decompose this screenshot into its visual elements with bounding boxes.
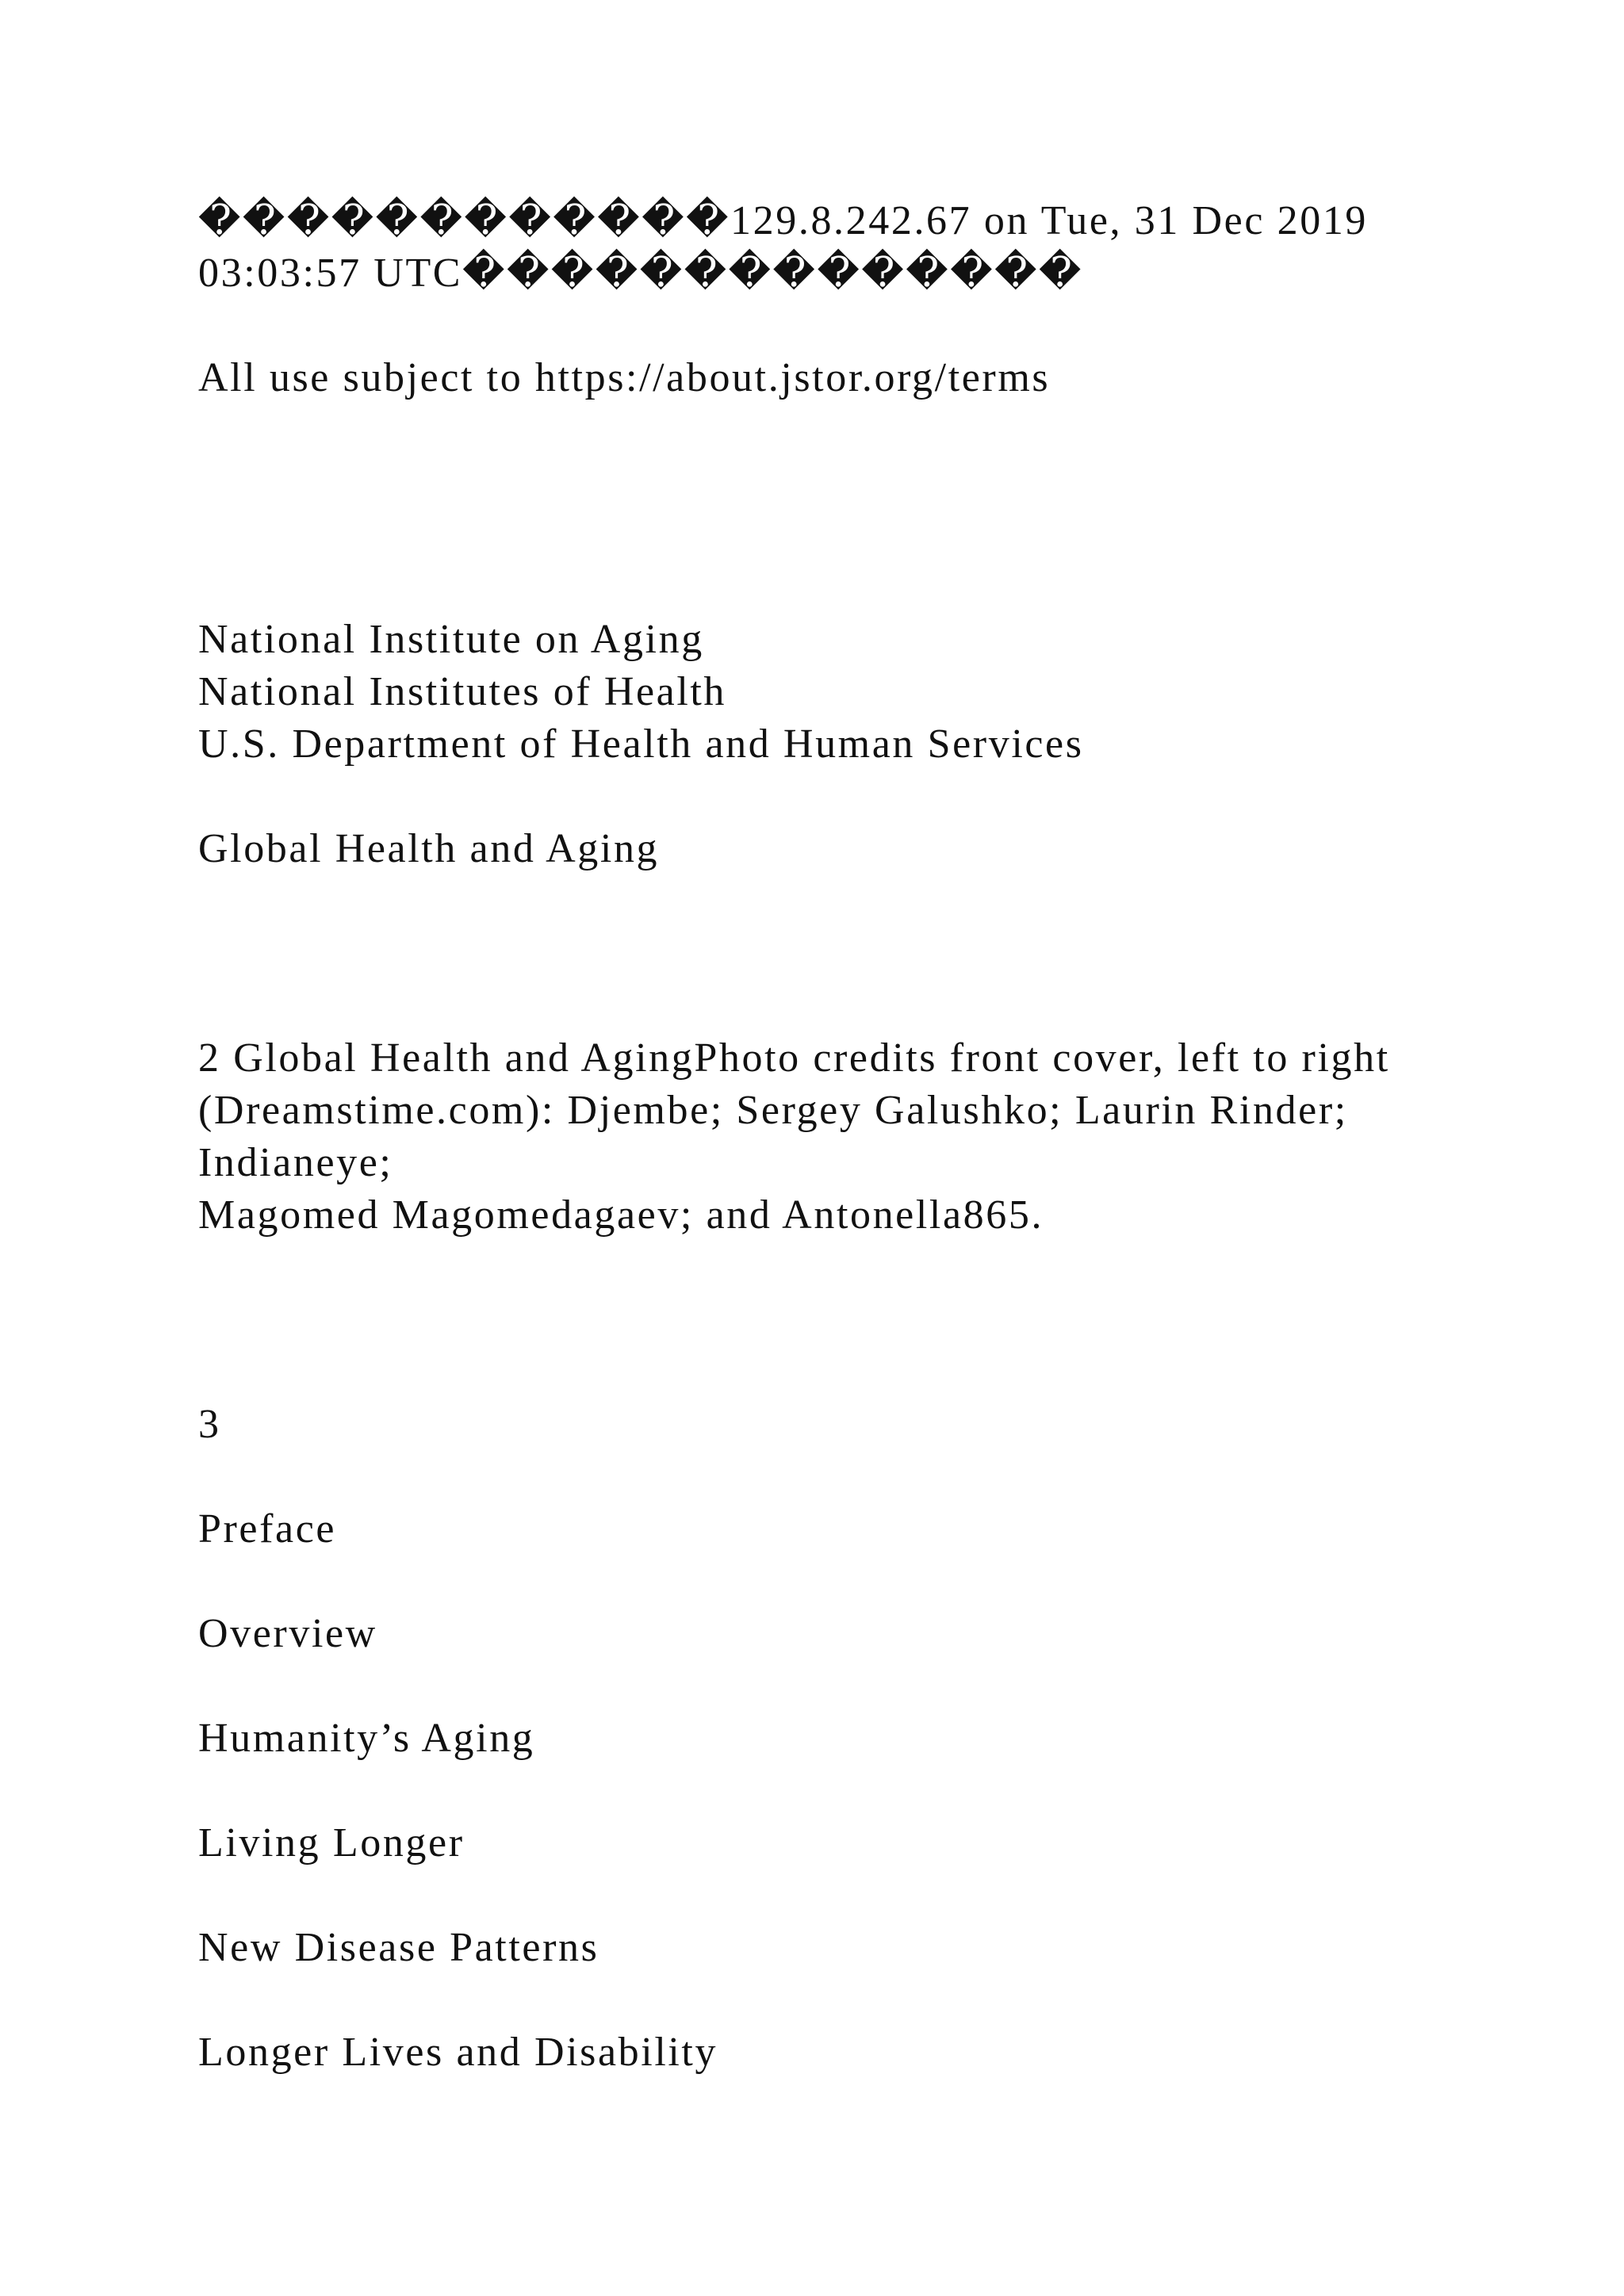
agency-nia: National Institute on Aging [198, 617, 704, 662]
agency-hhs: U.S. Department of Health and Human Services [198, 721, 1084, 767]
contents-item-humanitys-aging: Humanity’s Aging [198, 1716, 535, 1761]
document-title: Global Health and Aging [198, 826, 660, 871]
contents-item-overview: Overview [198, 1611, 377, 1656]
contents-item-preface: Preface [198, 1506, 337, 1552]
contents-item-living-longer: Living Longer [198, 1820, 465, 1866]
contents-item-new-disease-patterns: New Disease Patterns [198, 1925, 599, 1970]
photo-credits-line-2: (Dreamstime.com): Djembe; Sergey Galushko; Laurin Rinder; [198, 1088, 1348, 1133]
agency-nih: National Institutes of Health [198, 669, 727, 714]
terms-of-use-line: All use subject to https://about.jstor.org/terms [198, 355, 1051, 400]
access-info-line-1: ������������129.8.242.67 on Tue, 31 Dec 2019 [198, 198, 1369, 243]
access-info-line-2: 03:03:57 UTC�������������� [198, 251, 1083, 296]
photo-credits-line-4: Magomed Magomedagaev; and Antonella865. [198, 1192, 1044, 1238]
page-number: 3 [198, 1402, 221, 1447]
contents-item-longer-lives-disability: Longer Lives and Disability [198, 2030, 718, 2075]
photo-credits-line-3: Indianeye; [198, 1140, 393, 1185]
photo-credits-line-1: 2 Global Health and AgingPhoto credits front cover, left to right [198, 1035, 1390, 1081]
